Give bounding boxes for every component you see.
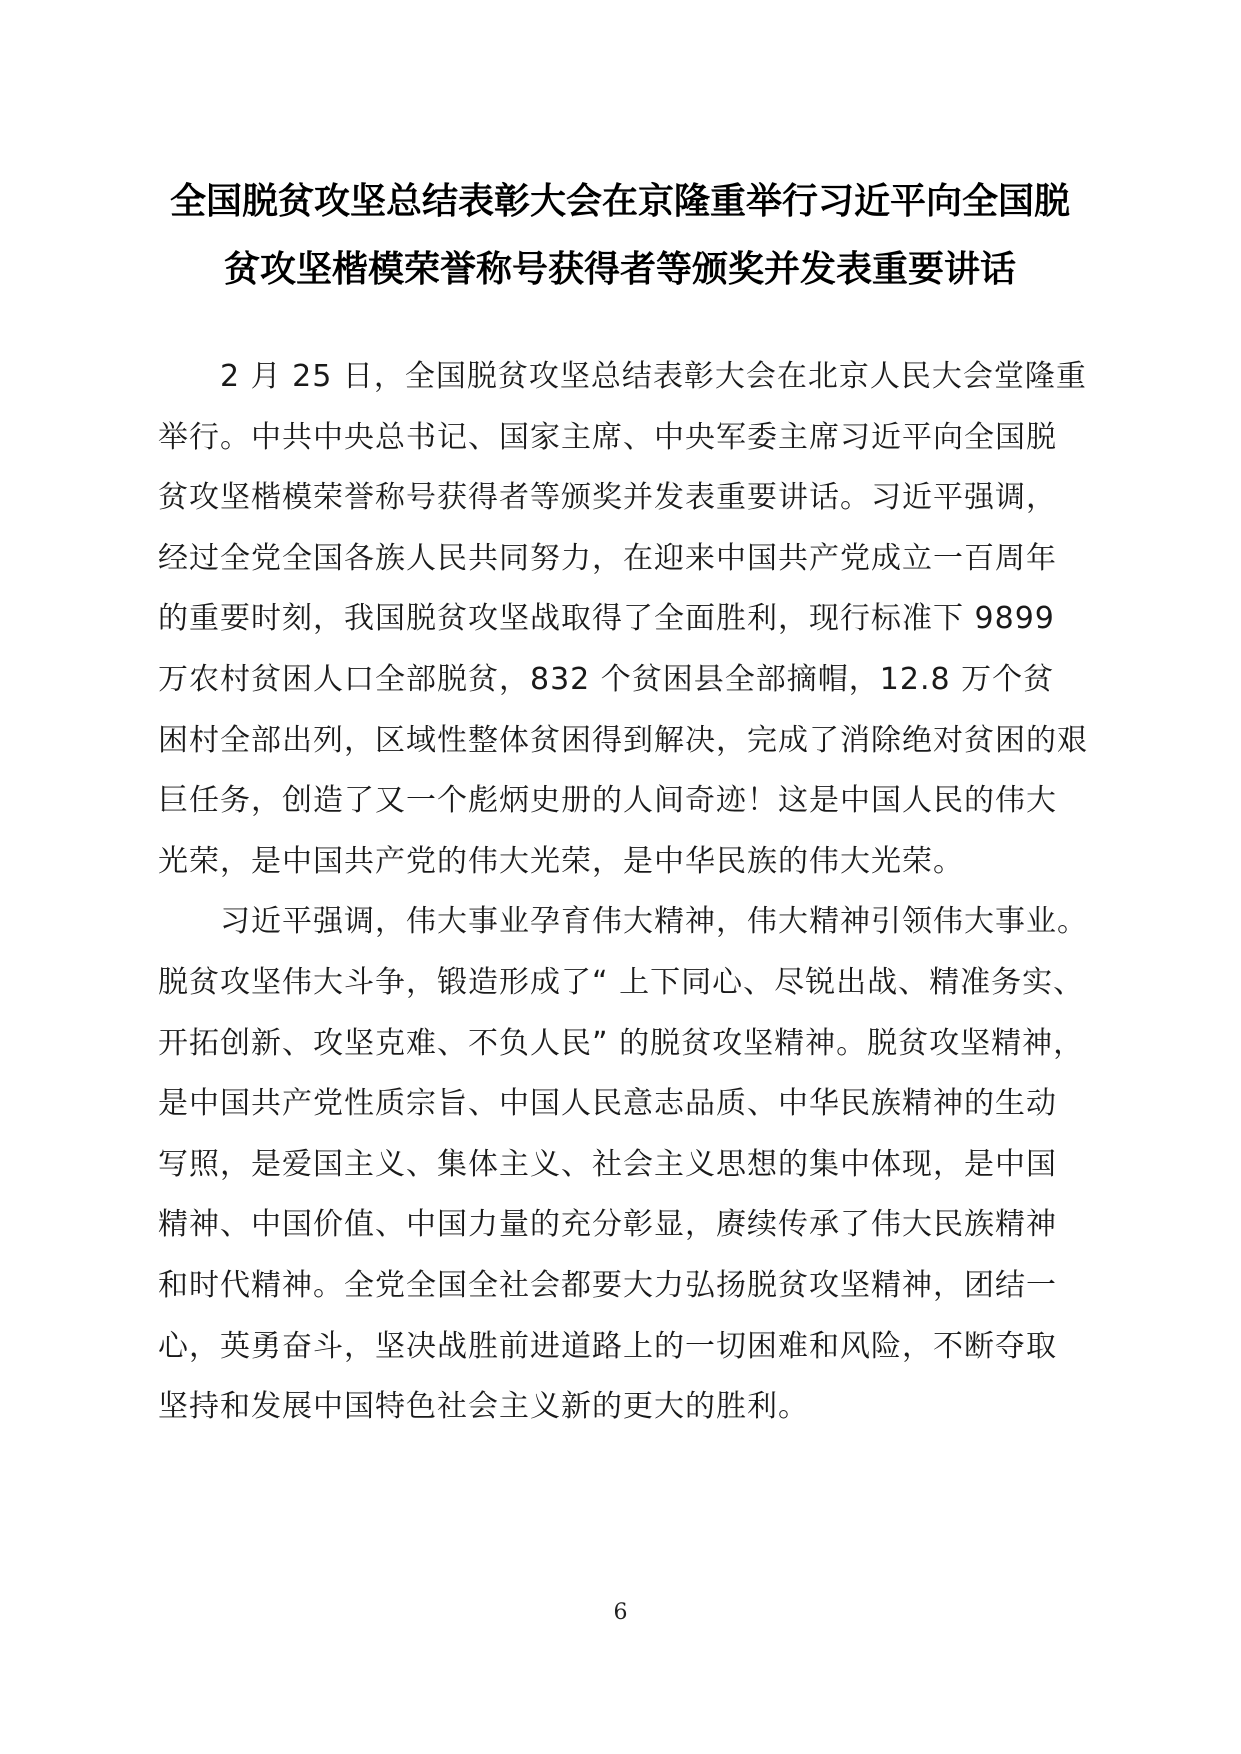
title-line: 贫攻坚楷模荣誉称号获得者等颁奖并发表重要讲话	[223, 249, 1016, 290]
text-line: 贫攻坚楷模荣誉称号获得者等颁奖并发表重要讲话。习近平强调，	[158, 480, 1057, 516]
text-line: 举行。中共中央总书记、国家主席、中央军委主席习近平向全国脱	[158, 419, 1057, 455]
text-line: 的重要时刻，我国脱贫攻坚战取得了全面胜利，现行标准下 9899	[158, 601, 1055, 637]
text-line: 习近平强调，伟大事业孕育伟大精神，伟大精神引领伟大事业。	[158, 904, 1088, 940]
text-line: 是中国共产党性质宗旨、中国人民意志品质、中华民族精神的生动	[158, 1086, 1057, 1122]
text-line: 万农村贫困人口全部脱贫，832 个贫困县全部摘帽，12.8 万个贫	[158, 661, 1055, 697]
text-line: 困村全部出列，区域性整体贫困得到解决，完成了消除绝对贫困的艰	[158, 722, 1088, 758]
text-line: 脱贫攻坚伟大斗争，锻造形成了“ 上下同心、尽锐出战、精准务实、	[158, 964, 1085, 1000]
title-line: 全国脱贫攻坚总结表彰大会在京隆重举行习近平向全国脱	[169, 181, 1070, 222]
page-number: 6	[613, 1600, 628, 1625]
text-line: 坚持和发展中国特色社会主义新的更大的胜利。	[158, 1389, 809, 1425]
paragraph-1	[158, 347, 1100, 892]
paragraph-2	[158, 892, 1100, 1437]
text-line: 开拓创新、攻坚克难、不负人民” 的脱贫攻坚精神。脱贫攻坚精神，	[158, 1025, 1085, 1061]
text-line: 和时代精神。全党全国全社会都要大力弘扬脱贫攻坚精神，团结一	[158, 1267, 1057, 1303]
text-line: 经过全党全国各族人民共同努力，在迎来中国共产党成立一百周年	[158, 540, 1057, 576]
text-line: 精神、中国价值、中国力量的充分彰显，赓续传承了伟大民族精神	[158, 1207, 1057, 1243]
article-title	[140, 168, 1100, 304]
text-line: 巨任务，创造了又一个彪炳史册的人间奇迹！这是中国人民的伟大	[158, 783, 1057, 819]
text-line: 2 月 25 日，全国脱贫攻坚总结表彰大会在北京人民大会堂隆重	[158, 359, 1087, 394]
article-body	[158, 347, 1100, 1438]
text-line: 写照，是爱国主义、集体主义、社会主义思想的集中体现，是中国	[158, 1146, 1057, 1182]
text-line: 心，英勇奋斗，坚决战胜前进道路上的一切困难和风险，不断夺取	[158, 1328, 1057, 1364]
text-line: 光荣，是中国共产党的伟大光荣，是中华民族的伟大光荣。	[158, 843, 964, 879]
